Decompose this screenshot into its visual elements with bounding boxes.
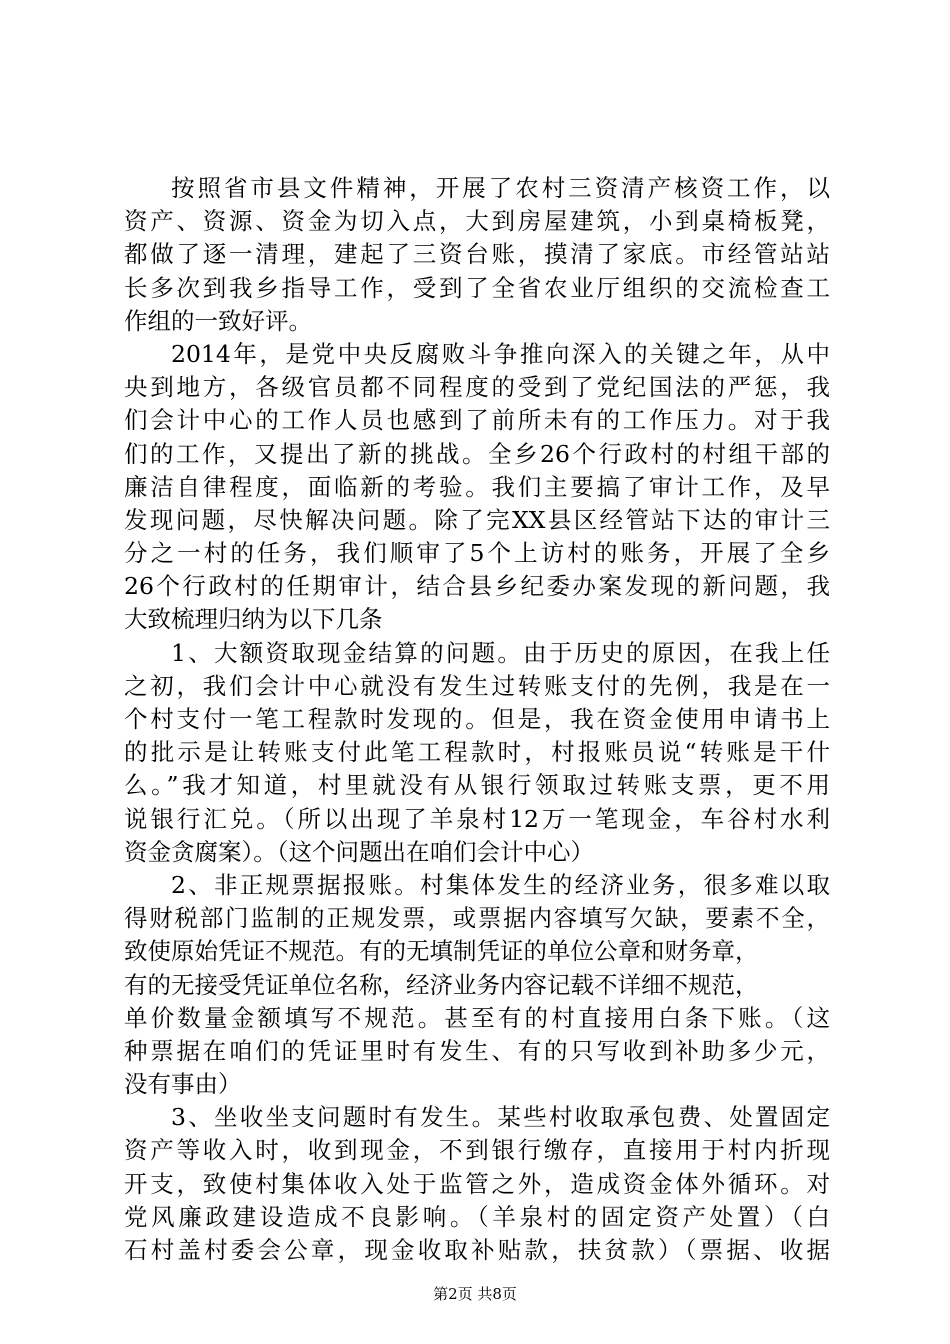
text-line: 么。”我才知道，村里就没有从银行领取过转账支票，更不用 bbox=[124, 771, 830, 800]
text-line: 们会计中心的工作人员也感到了前所未有的工作压力。对于我 bbox=[124, 406, 830, 435]
text-line: 们的工作，又提出了新的挑战。全乡26个行政村的村组干部的 bbox=[124, 439, 830, 468]
paragraph-asset-audit bbox=[124, 172, 830, 338]
paragraph-item-2-irregular-receipts bbox=[124, 869, 830, 1101]
text-line: 石村盖村委会公章，现金收取补贴款，扶贫款）（票据、收据 bbox=[124, 1236, 830, 1264]
text-line: 2、非正规票据报账。村集体发生的经济业务，很多难以取 bbox=[171, 870, 830, 899]
text-line: 廉洁自律程度，面临新的考验。我们主要搞了审计工作，及早 bbox=[124, 472, 830, 501]
paragraph-item-3-direct-collection bbox=[124, 1101, 830, 1267]
text-line: 央到地方，各级官员都不同程度的受到了党纪国法的严惩，我 bbox=[124, 373, 830, 402]
text-line: 之初，我们会计中心就没有发生过转账支付的先例，我是在一 bbox=[124, 671, 830, 700]
text-line: 开支，致使村集体收入处于监管之外，造成资金体外循环。对 bbox=[124, 1169, 830, 1198]
text-line: 长多次到我乡指导工作，受到了全省农业厅组织的交流检查工 bbox=[124, 273, 830, 302]
text-line: 26个行政村的任期审计，结合县乡纪委办案发现的新问题，我 bbox=[124, 572, 830, 601]
text-line: 有的无接受凭证单位名称，经济业务内容记载不详细不规范， bbox=[124, 970, 759, 999]
paragraph-item-1-cash-settlement bbox=[124, 637, 830, 869]
text-line: 分之一村的任务，我们顺审了5个上访村的账务，开展了全乡 bbox=[124, 539, 830, 568]
text-line: 1、大额资取现金结算的问题。由于历史的原因，在我上任 bbox=[171, 638, 830, 667]
text-line: 单价数量金额填写不规范。甚至有的村直接用白条下账。（这 bbox=[124, 1003, 830, 1032]
text-line: 发现问题，尽快解决问题。除了完XX县区经管站下达的审计三 bbox=[124, 505, 830, 534]
text-line: 没有事由） bbox=[124, 1070, 242, 1099]
text-line: 作组的一致好评。 bbox=[124, 306, 312, 335]
text-line: 得财税部门监制的正规发票，或票据内容填写欠缺，要素不全， bbox=[124, 904, 830, 933]
paragraph-anti-corruption bbox=[124, 338, 830, 637]
text-line: 资产、资源、资金为切入点，大到房屋建筑，小到桌椅板凳， bbox=[124, 207, 830, 236]
text-line: 按照省市县文件精神，开展了农村三资清产核资工作，以 bbox=[171, 174, 830, 202]
text-line: 2014年，是党中央反腐败斗争推向深入的关键之年，从中 bbox=[171, 339, 830, 368]
text-line: 种票据在咱们的凭证里时有发生、有的只写收到补助多少元， bbox=[124, 1036, 830, 1065]
text-line: 的批示是让转账支付此笔工程款时，村报账员说“转账是干什 bbox=[124, 738, 830, 767]
text-line: 个村支付一笔工程款时发现的。但是，我在资金使用申请书上 bbox=[124, 705, 830, 733]
text-line: 资金贪腐案）。（这个问题出在咱们会计中心） bbox=[124, 837, 594, 866]
document-body bbox=[124, 172, 830, 1267]
page-footer bbox=[0, 1284, 950, 1304]
text-line: 说银行汇兑。（所以出现了羊泉村12万一笔现金，车谷村水利 bbox=[124, 804, 830, 833]
text-line: 资产等收入时，收到现金，不到银行缴存，直接用于村内折现 bbox=[124, 1136, 830, 1165]
text-line: 致使原始凭证不规范。有的无填制凭证的单位公章和财务章， bbox=[124, 937, 759, 966]
page-number-label: 第2页 共8页 bbox=[433, 1285, 517, 1303]
text-line: 大致梳理归纳为以下几条 bbox=[124, 605, 383, 634]
text-line: 3、坐收坐支问题时有发生。某些村收取承包费、处置固定 bbox=[171, 1103, 830, 1132]
text-line: 党风廉政建设造成不良影响。（羊泉村的固定资产处置）（白 bbox=[124, 1202, 830, 1231]
text-line: 都做了逐一清理，建起了三资台账，摸清了家底。市经管站站 bbox=[124, 240, 830, 269]
